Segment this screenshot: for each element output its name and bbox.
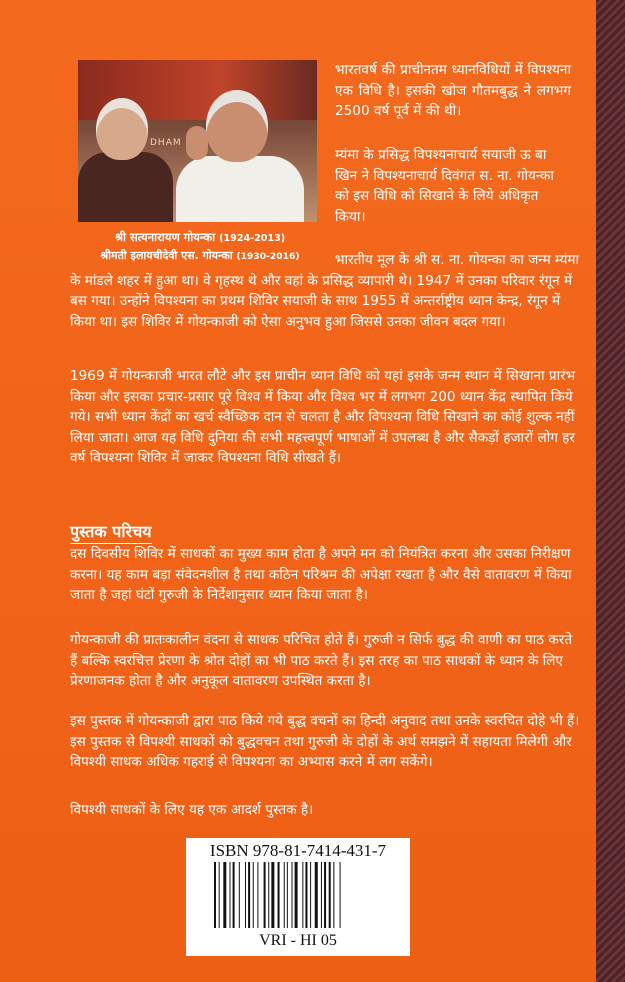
barcode-bars — [214, 862, 382, 928]
author-photo — [78, 60, 317, 222]
book-intro-paragraph-1: दस दिवसीय शिविर में साधकों का मुख्य काम होता है अपने मन को नियंत्रित करना और उसका निरीक्षण करना। यह काम बड़ा संवेदनशील है तथा कठिन परिश्रम की अपेक्षा रखता है और वैसे वातावरण में किया जाता है जहां घंटों गुरुजी के निर्देशानुसार ध्यान किया जाता है। — [70, 546, 572, 603]
biography-paragraph: भारतीय मूल के श्री स. ना. गोयन्का का जन्म म्यंमा के मांडले शहर में हुआ था। वे गृहस्थ थे और वहां के प्रसिद्ध व्यापारी थे। 1947 में उनका परिवार रंगून में बस गया। उन्होंने विपश्यना का प्रथम शिविर सयाजी के साथ 1955 में अन्तर्राष्ट्रीय ध्यान केन्द्र, रंगून में किया था। इस शिविर में गोयन्काजी को ऐसा अनुभव हुआ जिससे उनका जीवन बदल गया। — [70, 252, 580, 330]
isbn-text: ISBN 978-81-7414-431-7 — [209, 841, 387, 860]
publisher-code: VRI - HI 05 — [259, 932, 337, 949]
sayaji-paragraph: म्यंमा के प्रसिद्ध विपश्यनाचार्य सयाजी ऊ बा खिन ने विपश्यनाचार्य दिवंगत स. ना. गोयन्का को इस विधि को सिखाने के लिये अधिकृत किया। — [335, 147, 554, 225]
book-intro-paragraph-3: इस पुस्तक में गोयन्काजी द्वारा पाठ किये गये बुद्ध वचनों का हिन्दी अनुवाद तथा उनके स्वरचित दोहे भी हैं। इस पुस्तक से विपश्यी साधकों को बुद्धवचन तथा गुरुजी के दोहों के अर्थ समझने में सहायता मिलेगी और विपश्यी साधक अधिक गहराई से विपश्यना का अभ्यास करने में लग सकेंगे। — [70, 713, 580, 770]
photo-caption-1: श्री सत्यनारायण गोयन्का (1924-2013) — [114, 230, 286, 244]
book-intro-paragraph-4: विपश्यी साधकों के लिए यह एक आदर्श पुस्तक है। — [70, 802, 314, 818]
photo-caption-2: श्रीमती इलायचीदेवी एस. गोयन्का (1930-2016) — [100, 249, 300, 262]
isbn-barcode — [186, 838, 410, 956]
photo-stage-text: DHAM — [150, 138, 182, 148]
intro-paragraph: भारतवर्ष की प्राचीनतम ध्यानविधियों में विपश्यना एक विधि है। इसकी खोज गौतमबुद्ध ने लगभग 2500 वर्ष पूर्व में की थी। — [335, 62, 571, 119]
history-paragraph: 1969 में गोयन्काजी भारत लौटे और इस प्राचीन ध्यान विधि को यहां इसके जन्म स्थान में सिखाना प्रारंभ किया और इसका प्रचार-प्रसार पूरे विश्व में किया और विश्व भर में लगभग 200 ध्यान केंद्र स्थापित किये गये। सभी ध्यान केंद्रों का खर्च स्वैच्छिक दान से चलता है और विपश्यना विधि सिखाने का कोई शुल्क नहीं लिया जाता। आज यह विधि दुनिया की सभी महत्त्वपूर्ण भाषाओं में उपलब्ध है और सैकड़ों हजारों लोग हर वर्ष विपश्यना शिविर में जाकर विपश्यना विधि सीखते हैं। — [70, 368, 576, 466]
book-spine — [595, 0, 625, 982]
section-heading: पुस्तक परिचय — [70, 520, 152, 544]
book-intro-paragraph-2: गोयन्काजी की प्रातःकालीन वंदना से साधक परिचित होते हैं। गुरुजी न सिर्फ बुद्ध की वाणी का पाठ करते हैं बल्कि स्वरचित्त प्रेरणा के श्रोत दोहों का भी पाठ करते हैं। इस तरह का पाठ साधकों के ध्यान के लिए प्रेरणाजनक होता है और अनुकूल वातावरण उपस्थित करता है। — [70, 632, 573, 689]
